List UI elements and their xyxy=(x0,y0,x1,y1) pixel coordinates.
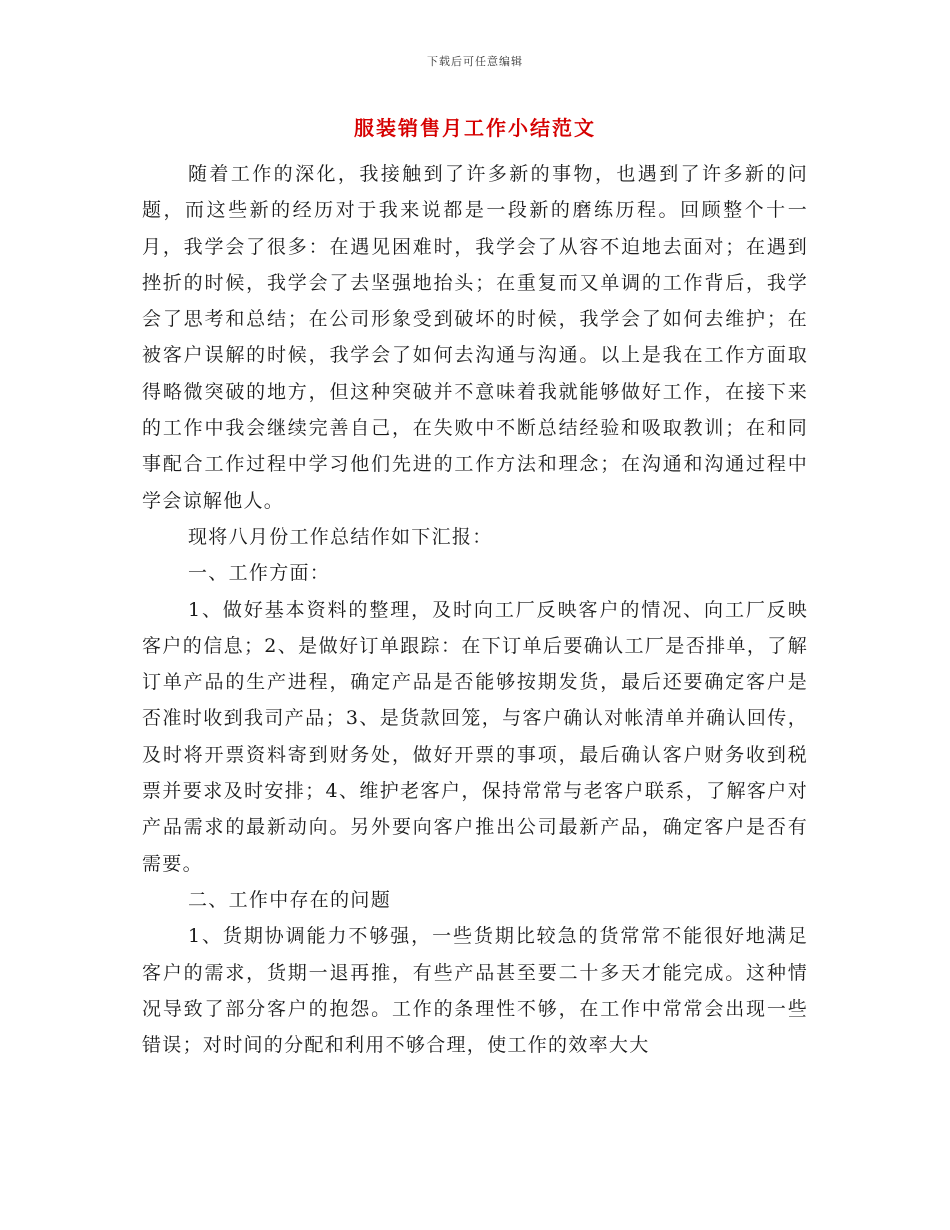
document-body xyxy=(142,156,808,1063)
document-title: 服装销售月工作小结范文 xyxy=(354,116,596,140)
header-note: 下载后可任意编辑 xyxy=(427,55,523,68)
body-paragraph: 现将八月份工作总结作如下汇报： xyxy=(188,525,493,548)
section-heading: 二、工作中存在的问题 xyxy=(188,888,392,911)
body-paragraph: 1、做好基本资料的整理，及时向工厂反映客户的情况、向工厂反映客户的信息；2、是做好订单跟踪：在下订单后要确认工厂是否排单，了解订单产品的生产进程，确定产品是否能够按期发货，最后还要确定客户是否准时收到我司产品；3、是货款回笼，与客户确认对帐清单并确认回传，及时将开票资料寄到财务处，做好开票的事项，最后确认客户财务收到税票并要求及时安排；4、维护老客户，保持常常与老客户联系，了解客户对产品需求的最新动向。另外要向客户推出公司最新产品，确定客户是否有需要。 xyxy=(142,598,808,875)
body-paragraph: 1、货期协调能力不够强，一些货期比较急的货常常不能很好地满足客户的需求，货期一退再推，有些产品甚至要二十多天才能完成。这种情况导致了部分客户的抱怨。工作的条理性不够，在工作中常常会出现一些错误；对时间的分配和利用不够合理，使工作的效率大大 xyxy=(142,925,808,1057)
section-heading: 一、工作方面： xyxy=(188,562,331,585)
body-paragraph: 随着工作的深化，我接触到了许多新的事物，也遇到了许多新的问题，而这些新的经历对于我来说都是一段新的磨练历程。回顾整个十一月，我学会了很多：在遇见困难时，我学会了从容不迫地去面对；在遇到挫折的时候，我学会了去坚强地抬头；在重复而又单调的工作背后，我学会了思考和总结；在公司形象受到破坏的时候，我学会了如何去维护；在被客户误解的时候，我学会了如何去沟通与沟通。以上是我在工作方面取得略微突破的地方，但这种突破并不意味着我就能够做好工作，在接下来的工作中我会继续完善自己，在失败中不断总结经验和吸取教训；在和同事配合工作过程中学习他们先进的工作方法和理念；在沟通和沟通过程中学会谅解他人。 xyxy=(142,163,808,512)
